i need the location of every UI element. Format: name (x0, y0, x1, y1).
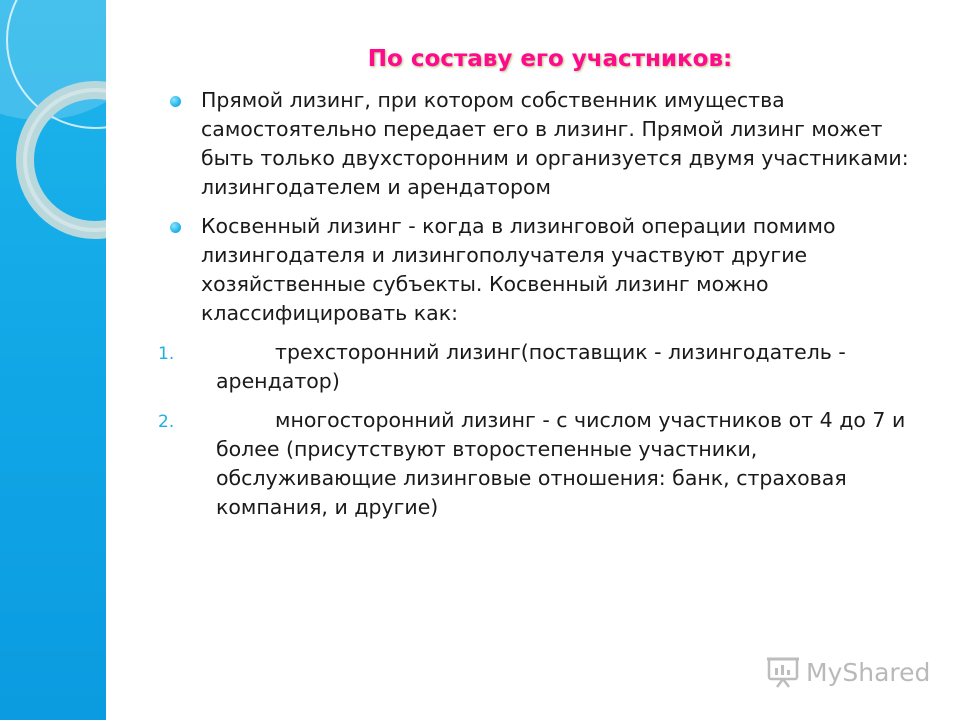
slide-title-text: По составу его участников: (367, 46, 733, 72)
bullet-item (164, 212, 934, 328)
numbered-text: многосторонний лизинг - с числом участников от 4 до 7 и более (присутствуют второстепенные участники, обслуживающие лизинговые отношения: банк, страховая компания, и другие) (216, 408, 906, 519)
decorative-circles-icon (0, 0, 106, 720)
bullet-text: Косвенный лизинг - когда в лизинговой операции помимо лизингодателя и лизингополучателя участвуют другие хозяйственные субъекты. Косвенный лизинг можно классифицировать как: (201, 214, 836, 325)
item-number: 2. (158, 412, 175, 432)
watermark-text: MyShared (806, 657, 931, 687)
numbered-item (158, 406, 934, 522)
bullet-text: Прямой лизинг, при котором собственник имущества самостоятельно передает его в лизинг. Прямой лизинг может быть только двухсторонним и организуется двумя участниками: лизингодателем и арендатором (201, 88, 909, 199)
watermark (766, 652, 930, 692)
bullet-item (164, 86, 934, 202)
slide-title (0, 46, 960, 72)
bullet-dot-icon (170, 96, 181, 107)
numbered-item (158, 338, 934, 396)
slide-content (158, 86, 934, 532)
item-number: 1. (158, 344, 175, 364)
numbered-text: трехсторонний лизинг(поставщик - лизингодатель - арендатор) (216, 340, 846, 393)
decorative-sidebar (0, 0, 106, 720)
presentation-board-icon (766, 656, 800, 688)
bullet-dot-icon (170, 222, 181, 233)
